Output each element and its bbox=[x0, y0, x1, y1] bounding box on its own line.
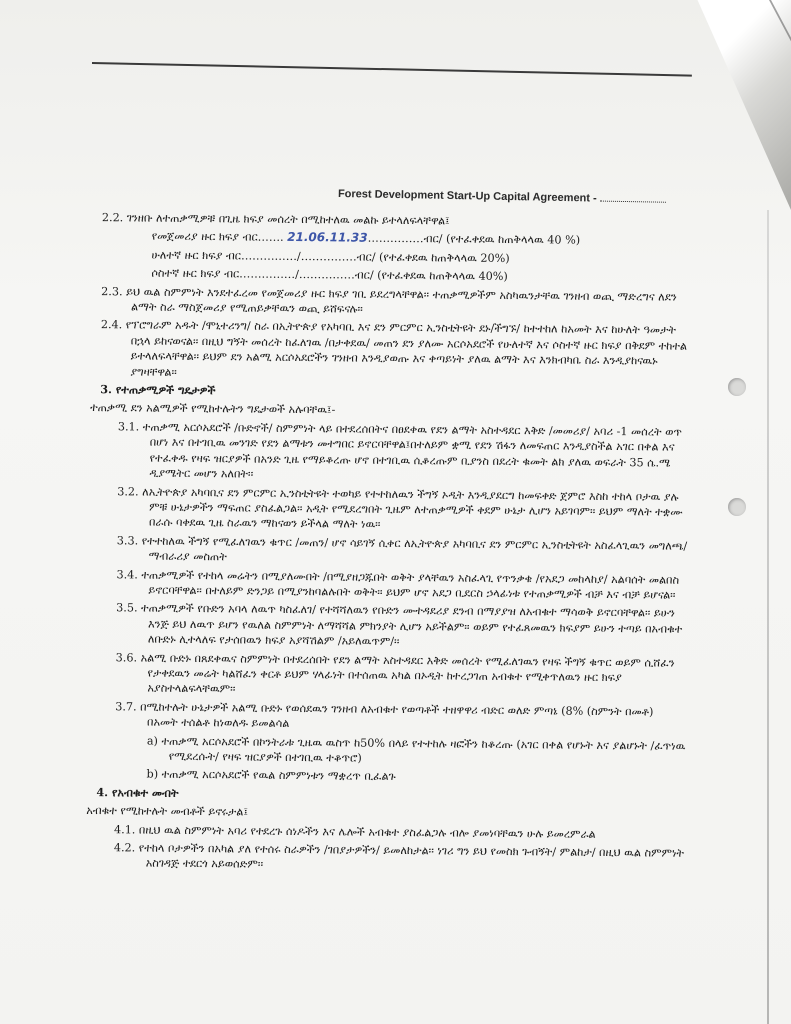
clause-text: 3. የተጠቃሚዎች ግዴታዎች bbox=[100, 382, 216, 398]
clause-paragraph bbox=[87, 699, 687, 736]
clause-paragraph bbox=[90, 317, 691, 384]
clause-paragraph bbox=[91, 284, 691, 321]
clause-text: ሁለተኛ ዙር ክፍያ ብር……………/……………ብር/ (የተፈቀደዉ ከጠቅላላዉ 20%) bbox=[151, 248, 510, 265]
clause-text: አብቁተ የሚከተሉት መብቶች ይኖሩታል፤ bbox=[86, 804, 249, 819]
header-rule bbox=[92, 62, 692, 77]
clause-text: 3.2. ለኢትዮጵያ አካባቢና ደን ምርምር ኢንስቲትዩት ተወካይ የተተከለዉን ችግኝ ኦዲት እንዲያደርግ ከመፍቀድ ጀምሮ እስከ ተከላ ቦታዉ ያሉ ምቹ ሁኔታዎችን ማፍጠር ያስፈልጋል፡፡ አዲት የሚደረግበት ጊዜም ለተጠቃሚዎች ቀደም ሁኔታ ሊሆን አይገባም፡፡ ይህም ማለት ተቋሙ በራሱ ባቀደዉ ጊዜ ስራዉን ማከናወን ይችላል ማለት ነዉ፡፡ bbox=[117, 484, 683, 532]
clause-text-tail: ……………ብር/ (የተፈቀደዉ ከጠቅላላዉ 40 %) bbox=[367, 232, 581, 248]
header-title: Forest Development Start-Up Capital Agreement - bbox=[337, 188, 597, 205]
clause-paragraph bbox=[92, 228, 692, 249]
clause-paragraph bbox=[87, 733, 687, 770]
clause-paragraph bbox=[86, 822, 686, 843]
clause-paragraph bbox=[86, 803, 686, 824]
clause-text: 4. የአብቁተ መብት bbox=[96, 784, 179, 800]
clause-text: 2.2. ገንዘቡ ለተጠቃሚዎቹ በጊዜ ክፍያ መሰረት በሚከተለዉ መልኩ ይተላለፍላቸዋል፤ bbox=[101, 211, 450, 228]
clause-paragraph bbox=[86, 840, 686, 877]
clause-paragraph bbox=[90, 400, 690, 421]
fold-crease bbox=[629, 0, 791, 215]
section-heading bbox=[90, 382, 690, 403]
clause-paragraph bbox=[87, 766, 687, 787]
clause-text: ሶስተኛ ዙር ክፍያ ብር……………/……………ብር/ (የተፈቀደዉ ከጠቅላላዉ 40%) bbox=[151, 266, 508, 284]
clause-text: 3.6. አልሚ ቡድኑ በጸደቀዉና ስምምነት በተደረሰበት የደን ልማት አስተዳደር እቅድ መሰረት የሚፈለገዉን የዛፍ ችግኝ ቁጥር ወይም ሲሸፈን የታቀደዉን መሬት ካልሸፈን ቀርቶ ይህም ሃላፊነት በተሰጠዉ አካል በኦዲት ከተረጋገጠ አብቁተ የሚቀጥለዉን ዙር ክፍያ አያስተላልፍላቸዉም፡፡ bbox=[115, 650, 675, 696]
clause-text: 4.1. በዚህ ዉል ስምምነት አባሪ የተደረጉ ሰነዶችን እና ሌሎች አብቁተ ያስፈልጋሉ ብሎ ያመነባቸዉን ሁሉ ይመረምራል bbox=[113, 822, 596, 841]
clause-text: 2.4. የፕሮግራም አዱት /ሞኒተሪንግ/ ስራ በኢትዮጵያ የአካባቢ እና ደን ምርምር ኢንስቲትዩት ደኑ/ችግኙ/ ከተተከለ ከአመት እና ከሁለት ዓመታት በኋላ ይከናወናል፡፡ በዚህ ግኝት መሰረት ከፈለገዉ /በታቀደዉ/ መጠን ደን ያለሙ አርሶአደሮች የሁለተኛ እና ሶስተኛ ዙር ክፍያ በቅደም ተከተል ይተላለፍላቸዋል፡፡ ይህም ደን አልሚ አርሶአደሮችን ገንዘብ እንዲያወጡ እና ቀጣይነት ያለዉ ልማት እና እንክብካቤ ስራ እንዲያከናዉኑ ያግዛቸዋል፡፡ bbox=[100, 318, 688, 379]
clause-text: 4.2. የተከላ ቦታዎችን በአካል ያለ የተሰሩ ስራዎችን /ገበያታዎችን/ ይመለከታል፡፡ ነገሪ ግን ይህ የመስክ ጉብኝት/ ምልከታ/ በዚህ ዉል ስምምነት አስገዳጅ ተደርጎ አይወሰድም፡፡ bbox=[113, 841, 685, 872]
clause-text: 2.3. ይህ ዉል ስምምነት እንደተፈረመ የመጀመሪያ ዙር ክፍያ ገቢ ይደረግላቸዋል፡፡ ተጠቃሚዎችም አስካዉንታቸዉ ገንዘብ ወጪ ማድረግና ለደን ልማት ስራ ማስጀመሪያ የሚጠይቃቸዉን ወጪ ይሸፍናሉ፡፡ bbox=[101, 284, 677, 316]
clause-paragraph bbox=[89, 483, 689, 535]
clause-text: 3.5. ተጠቃሚዎች የቡድን አባላ ለዉጥ ካስፈለገ/ የተሻሻለዉን የቡድን ሙተዳደሪያ ደንብ በማያያዝ ለአብቁተ ማሳወቅ ይኖርባቸዋል፡፡ ይሁን እንጅ ይህ ለዉጥ ይሆን የዉለል ስምምነት ለማሻሻል ምክንያት ሊሆን አይችልም፡፡ ወይም የተፈጸመዉን ክፍያም ይሁን ተጣይ በአብቁተ ለቡድኑ ሊተላለፍ የታሰበዉን ክፍያ አያሻሽልም /አይለዉጥም/፡፡ bbox=[116, 601, 683, 649]
clause-text: 3.3. የተተከለዉ ችግኝ የሚፈለገዉን ቁጥር /መጠን/ ሆኖ ሳይገኝ ሲቀር ለኢትዮጵያ አካባቢና ደን ምርምር ኢንስቲትዩት አስፈላጊዉን መግለጫ/ማብራሪያ መስጠት bbox=[116, 533, 688, 564]
punch-hole bbox=[728, 378, 746, 396]
clause-paragraph bbox=[92, 210, 692, 231]
punch-hole bbox=[728, 498, 746, 516]
header-blank bbox=[600, 201, 666, 203]
clause-paragraph bbox=[87, 650, 687, 702]
clause-paragraph bbox=[91, 247, 691, 268]
clause-text: b) ተጠቃሚ አርሶአደሮች የዉል ስምምነቱን ማቋረጥ ቢፈልጉ bbox=[146, 767, 396, 784]
document-body bbox=[86, 210, 692, 880]
clause-paragraph bbox=[88, 600, 688, 652]
handwritten-amount: 21.06.11.33 bbox=[287, 230, 368, 246]
clause-text: a) ተጠቃሚ አርሶአደሮች በኮንትራቱ ጊዜዉ ዉስጥ ከ50% በላይ የተተከሉ ዛፎችን ከቆረጡ (አገር በቀል የሆኑት እና ያልሆኑት /ፈጥነዉ የሚደረሱት/ የዛፍ ዝርያዎች በተገቢዉ ተቆጥሮ) bbox=[146, 734, 686, 765]
clause-paragraph bbox=[91, 265, 691, 286]
clause-text: 3.4. ተጠቃሚዎች የተከላ መሬትን በሚያለሙበት /በሚያዘጋጁበት ወቅት ያላቸዉን አስፈላጊ የጥንቃቄ /የአደጋ መከላከያ/ አልባሰት መልበስ ይኖርባቸዋል፡፡ በተለይም ድንጋይ በሚያንከባልሉበት ወቅት፡፡ ይህም ሆኖ አደጋ ቢደርስ ኃላፊነቱ የተጠቃሚዎች ብቻ እና ብቻ ይሆናል፡፡ bbox=[116, 567, 680, 602]
clause-text: 3.1. ተጠቃሚ አርሶአደሮች /ቡድኖች/ ስምምነት ላይ በተደረሰበትና በፀደቀዉ የደን ልማት አስተዳደር እቅድ /መመሪያ/ አባሪ -1 መሰረት ወጥ በሆነ እና በተገቢዉ መንገድ የደን ልማቱን መተግበር ይኖርባቸዋል፤በተለይም ቋሚ የደን ሽፋን ለመፍጠር እንዲያስችል አገር በቀል እና የተፈቀዱ የዛፍ ዝርያዎች በአንድ ጊዜ የማይቆረጡ ሆኖ በተገቢዉ ሲቆረጡም ቢያንስ በደረት ቁመት ልክ ያለዉ ወፍራት 35 ሴ.ሜ ዲያሜትር መሆን አለበት፡፡ bbox=[117, 420, 683, 481]
clause-paragraph bbox=[89, 533, 689, 570]
clause-paragraph bbox=[89, 419, 690, 486]
clause-text: 3.7. በሚከተሉት ሁኔታዎች አልሚ ቡድኑ የወሰደዉን ገንዘብ ለአብቁተ የወጣቶች ተዘዋዋሪ ብድር ወለድ ምጣኔ (8% (ስምንት በመቶ) በአመት ተሰልቶ ከነወለዱ ይመልሳል bbox=[115, 700, 654, 731]
page-edge bbox=[767, 210, 769, 1024]
section-heading bbox=[86, 785, 686, 806]
clause-text: ተጠቃሚ ደን አልሚዎች የሚከተሉትን ግዴታወች አሉባቸዉ፤- bbox=[90, 401, 336, 417]
clause-text: የመጀመሪያ ዙር ክፍያ ብር……. bbox=[151, 229, 288, 245]
clause-paragraph bbox=[88, 567, 688, 604]
